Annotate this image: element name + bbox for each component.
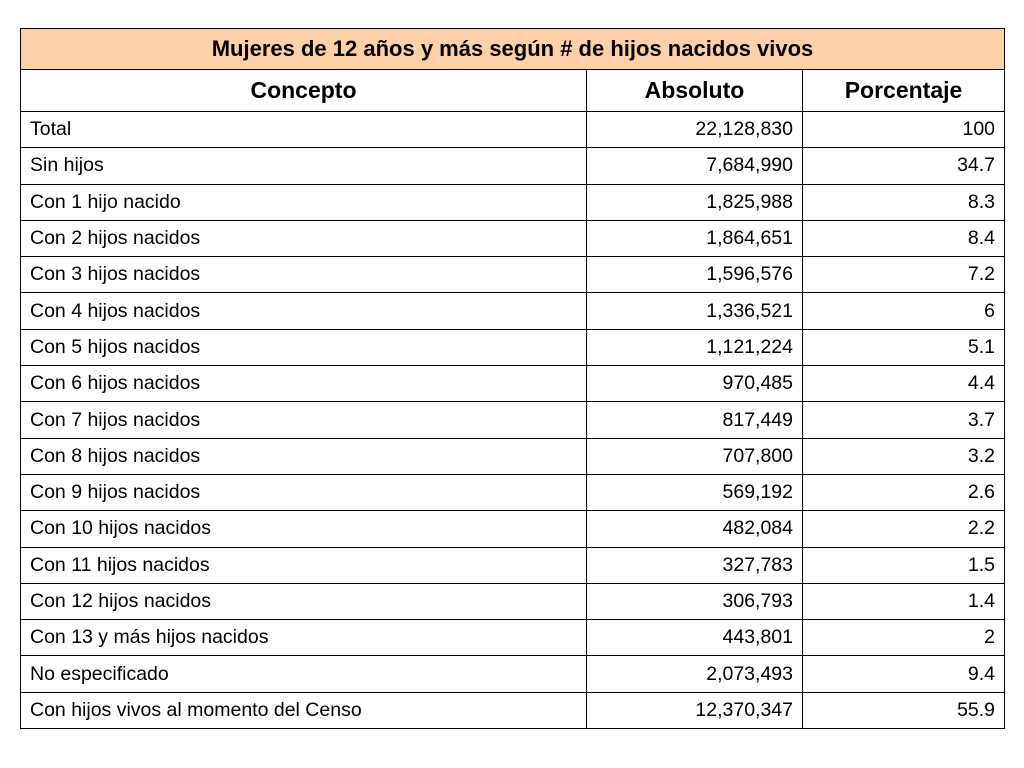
header-row [21, 70, 1005, 112]
table-row [21, 220, 1005, 256]
row-concept: No especificado [21, 656, 587, 692]
row-percentage: 2 [803, 620, 1005, 656]
table-row [21, 402, 1005, 438]
row-absolute: 817,449 [587, 402, 803, 438]
row-percentage: 8.3 [803, 184, 1005, 220]
row-concept: Con 8 hijos nacidos [21, 438, 587, 474]
table-row [21, 692, 1005, 728]
row-absolute: 1,336,521 [587, 293, 803, 329]
row-concept: Con 11 hijos nacidos [21, 547, 587, 583]
row-concept: Con 3 hijos nacidos [21, 257, 587, 293]
table-row [21, 620, 1005, 656]
table-row [21, 511, 1005, 547]
table-row [21, 257, 1005, 293]
row-absolute: 1,825,988 [587, 184, 803, 220]
row-absolute: 306,793 [587, 583, 803, 619]
row-concept: Sin hijos [21, 148, 587, 184]
row-percentage: 2.6 [803, 474, 1005, 510]
row-percentage: 3.2 [803, 438, 1005, 474]
row-concept: Con 1 hijo nacido [21, 184, 587, 220]
row-percentage: 1.4 [803, 583, 1005, 619]
row-absolute: 22,128,830 [587, 112, 803, 148]
row-absolute: 12,370,347 [587, 692, 803, 728]
row-concept: Con 13 y más hijos nacidos [21, 620, 587, 656]
title-row [21, 29, 1005, 70]
row-absolute: 569,192 [587, 474, 803, 510]
row-concept: Con hijos vivos al momento del Censo [21, 692, 587, 728]
row-absolute: 7,684,990 [587, 148, 803, 184]
row-percentage: 9.4 [803, 656, 1005, 692]
table-row [21, 547, 1005, 583]
row-concept: Con 5 hijos nacidos [21, 329, 587, 365]
row-percentage: 6 [803, 293, 1005, 329]
table-body [21, 112, 1005, 729]
row-percentage: 2.2 [803, 511, 1005, 547]
row-concept: Con 4 hijos nacidos [21, 293, 587, 329]
row-absolute: 2,073,493 [587, 656, 803, 692]
table-container [20, 28, 1004, 729]
row-absolute: 1,121,224 [587, 329, 803, 365]
row-absolute: 970,485 [587, 366, 803, 402]
row-concept: Con 10 hijos nacidos [21, 511, 587, 547]
table-row [21, 112, 1005, 148]
table-row [21, 366, 1005, 402]
table-title: Mujeres de 12 años y más según # de hijos nacidos vivos [21, 29, 1005, 70]
table-row [21, 148, 1005, 184]
table-row [21, 329, 1005, 365]
header-porcentaje: Porcentaje [803, 70, 1005, 112]
row-percentage: 3.7 [803, 402, 1005, 438]
row-percentage: 34.7 [803, 148, 1005, 184]
table-row [21, 474, 1005, 510]
table-row [21, 583, 1005, 619]
row-percentage: 8.4 [803, 220, 1005, 256]
table-row [21, 438, 1005, 474]
table-row [21, 293, 1005, 329]
table-row [21, 184, 1005, 220]
row-percentage: 1.5 [803, 547, 1005, 583]
row-absolute: 327,783 [587, 547, 803, 583]
row-absolute: 482,084 [587, 511, 803, 547]
row-percentage: 5.1 [803, 329, 1005, 365]
row-percentage: 55.9 [803, 692, 1005, 728]
row-percentage: 4.4 [803, 366, 1005, 402]
header-absoluto: Absoluto [587, 70, 803, 112]
table-row [21, 656, 1005, 692]
row-concept: Con 6 hijos nacidos [21, 366, 587, 402]
row-concept: Con 2 hijos nacidos [21, 220, 587, 256]
births-table [20, 28, 1005, 729]
row-percentage: 7.2 [803, 257, 1005, 293]
row-absolute: 1,864,651 [587, 220, 803, 256]
row-absolute: 707,800 [587, 438, 803, 474]
header-concepto: Concepto [21, 70, 587, 112]
row-percentage: 100 [803, 112, 1005, 148]
row-concept: Total [21, 112, 587, 148]
row-concept: Con 9 hijos nacidos [21, 474, 587, 510]
row-absolute: 443,801 [587, 620, 803, 656]
row-concept: Con 12 hijos nacidos [21, 583, 587, 619]
row-concept: Con 7 hijos nacidos [21, 402, 587, 438]
row-absolute: 1,596,576 [587, 257, 803, 293]
